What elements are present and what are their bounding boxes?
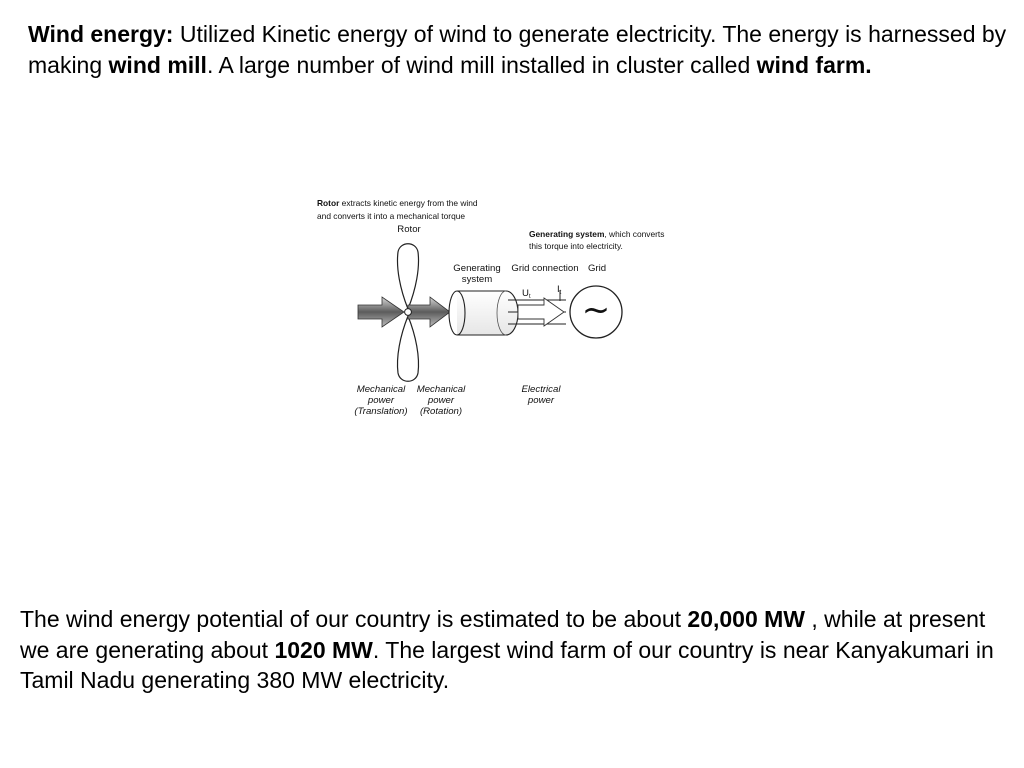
rotor-caption-bold: Rotor	[317, 198, 340, 208]
mech-rot-line-2: power	[427, 395, 455, 406]
rotor-caption-line-2: and converts it into a mechanical torque	[317, 211, 466, 221]
current-label	[557, 284, 562, 296]
generating-system-label-1: Generating	[453, 263, 501, 274]
rotor-caption-line-1	[317, 198, 478, 208]
intro-text-1: Utilized Kinetic energy of wind to generate electricity. The energy is harnessed by making	[28, 21, 1007, 78]
intro-term: Wind energy:	[28, 21, 174, 47]
power-label-electrical	[522, 384, 562, 406]
outro-paragraph	[20, 604, 1010, 696]
power-label-mechanical-rotation	[417, 384, 466, 417]
electrical-power-arrow	[518, 298, 564, 326]
generating-system-label-2: system	[461, 274, 493, 285]
power-label-mechanical-translation	[354, 384, 407, 417]
intro-bold-wind-farm: wind farm.	[756, 51, 872, 78]
electrical-line-1: Electrical	[521, 384, 561, 395]
mech-trans-line-2: power	[367, 395, 395, 406]
generating-caption-line-2: this torque into electricity.	[529, 241, 623, 251]
intro-bold-wind-mill: wind mill	[108, 51, 207, 78]
current-subscript: t	[559, 290, 562, 296]
rotor-hub	[405, 309, 412, 316]
generating-caption-text-1: , which converts	[604, 229, 665, 239]
wind-input-arrow	[358, 297, 404, 327]
rotor-blade-bottom	[397, 316, 418, 381]
outro-text-3: . The largest wind farm of our country is near Kanyakumari in Tamil Nadu generating 380 MW electricity.	[20, 636, 994, 693]
current-symbol: I	[557, 284, 560, 295]
rotor-caption-text-1: extracts kinetic energy from the wind	[339, 198, 478, 208]
intro-paragraph	[28, 19, 1013, 80]
outro-bold-potential: 20,000 MW	[687, 606, 806, 632]
voltage-subscript: t	[528, 294, 531, 300]
mech-trans-line-1: Mechanical	[356, 384, 406, 395]
rotation-arrow	[408, 297, 450, 327]
intro-text-2: . A large number of wind mill installed in cluster called	[206, 51, 757, 78]
voltage-symbol: U	[522, 288, 529, 299]
grid-connection-label: Grid connection	[511, 263, 579, 274]
outro-text-2: , while at present we are generating about	[20, 606, 986, 663]
wind-turbine-diagram	[300, 190, 700, 430]
mech-rot-line-1: Mechanical	[416, 384, 466, 395]
outro-text-1: The wind energy potential of our country is estimated to be about	[20, 606, 688, 632]
rotor-blade-top	[397, 244, 418, 309]
mech-rot-line-3: (Rotation)	[419, 406, 463, 417]
outro-bold-current: 1020 MW	[274, 636, 373, 663]
generating-caption-bold: Generating system	[529, 229, 605, 239]
voltage-label	[522, 288, 531, 300]
grid-label: Grid	[587, 263, 607, 274]
rotor-label: Rotor	[397, 224, 421, 235]
generator-cylinder	[449, 291, 518, 335]
generating-caption-line-1	[529, 229, 664, 239]
mech-trans-line-3: (Translation)	[354, 406, 408, 417]
electrical-line-2: power	[527, 395, 555, 406]
ac-wave-icon: ~	[581, 290, 611, 330]
